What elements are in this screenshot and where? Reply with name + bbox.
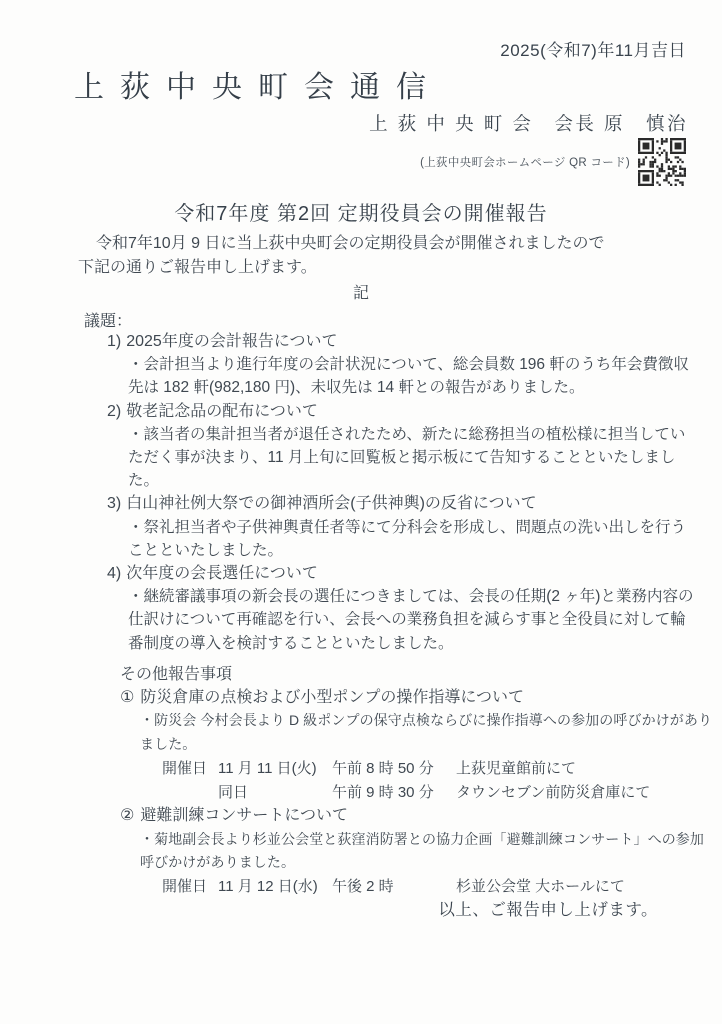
closing-line: 以上、ご報告申し上げます。 bbox=[438, 901, 658, 919]
issue-date: 2025(令和7)年11月吉日 bbox=[500, 41, 686, 60]
schedule-label bbox=[162, 781, 218, 805]
agenda-list bbox=[107, 330, 707, 655]
agenda-item-title-text: 敬老記念品の配布について bbox=[126, 402, 318, 420]
intro-line: 下記の通りご報告申し上げます。 bbox=[78, 259, 317, 276]
event-schedule bbox=[162, 757, 707, 805]
schedule-date: 11 月 11 日(火) bbox=[218, 759, 317, 777]
agenda-label: 議題： bbox=[84, 313, 133, 330]
qr-code-icon bbox=[638, 138, 686, 186]
schedule-row bbox=[162, 781, 707, 805]
agenda-item-number: 1) bbox=[107, 333, 122, 350]
schedule-row bbox=[162, 757, 707, 781]
agenda-item-title bbox=[107, 492, 707, 515]
schedule-label: 開催日 bbox=[162, 878, 208, 896]
agenda-item bbox=[107, 400, 707, 493]
agenda-item-title-text: 2025年度の会計報告について bbox=[126, 333, 338, 350]
other-report-title bbox=[120, 804, 707, 827]
schedule-place: タウンセブン前防災倉庫にて bbox=[456, 783, 651, 801]
other-report-number: ① bbox=[120, 689, 135, 707]
agenda-item bbox=[107, 330, 707, 400]
agenda-item-title bbox=[107, 330, 707, 353]
schedule-place: 上荻児童館前にて bbox=[456, 759, 577, 777]
schedule-date: 11 月 12 日(水) bbox=[218, 878, 318, 896]
schedule-place: 杉並公会堂 大ホールにて bbox=[456, 878, 625, 896]
org-chairman-line: 上 荻 中 央 町 会 会長 原 慎治 bbox=[369, 113, 688, 134]
agenda-item-title-text: 白山神社例大祭での御神酒所会(子供神輿)の反省について bbox=[126, 495, 537, 513]
other-report-item bbox=[120, 686, 713, 804]
intro-line: 令和7年10月 9 日に当上荻中央町会の定期役員会が開催されましたので bbox=[96, 235, 605, 252]
agenda-item-number: 2) bbox=[107, 402, 122, 420]
other-report-number: ② bbox=[120, 807, 135, 825]
other-report-details bbox=[140, 709, 716, 757]
agenda-detail-line: ・会計担当より進行年度の会計状況について、総会員数 196 軒のうち年会費徴収先は 182 軒(982,180 円)、未収先は 14 軒との報告がありました。 bbox=[128, 356, 689, 397]
agenda-item-details bbox=[128, 423, 694, 493]
other-detail-line: ・菊地副会長より杉並公会堂と荻窪消防署との協力企画「避難訓練コンサート」への参加呼びかけがありました。 bbox=[140, 830, 704, 871]
schedule-time: 午後 2 時 bbox=[332, 878, 394, 896]
other-report-title-text: 防災倉庫の点検および小型ポンプの操作指導について bbox=[140, 689, 525, 707]
newsletter-title: 上荻中央町会通信 bbox=[74, 71, 442, 104]
agenda-item-details bbox=[128, 353, 694, 399]
qr-section bbox=[420, 138, 686, 186]
agenda-item-title bbox=[107, 562, 707, 585]
other-report-details bbox=[140, 828, 716, 876]
agenda-detail-line: ・該当者の集計担当者が退任されたため、新たに総務担当の植松様に担当していただく事が決まり、11 月上旬に回覧板と掲示板にて告知することといたしました。 bbox=[128, 425, 686, 490]
report-heading: 令和7年度 第2回 定期役員会の開催報告 bbox=[174, 203, 548, 225]
agenda-item bbox=[107, 492, 707, 562]
report-body bbox=[107, 330, 713, 899]
other-report-item bbox=[120, 804, 707, 899]
other-reports-list bbox=[107, 686, 713, 899]
intro-paragraph bbox=[78, 232, 662, 280]
agenda-item-number: 4) bbox=[107, 565, 122, 583]
schedule-time: 午前 9 時 30 分 bbox=[332, 783, 434, 801]
agenda-item-title-text: 次年度の会長選任について bbox=[126, 565, 318, 583]
agenda-detail-line: ・継続審議事項の新会長の選任につきましては、会長の任期(2 ヶ年)と業務内容の仕訳けについて再確認を行い、会長への業務負担を減らす事と全役員に対して輪番制度の導入を検討することといたしました。 bbox=[128, 588, 694, 652]
other-reports-label: その他報告事項 bbox=[120, 665, 233, 683]
agenda-item-title bbox=[107, 400, 707, 423]
agenda-item-details bbox=[128, 585, 694, 655]
qr-caption: (上荻中央町会ホームページ QR コード) bbox=[420, 157, 630, 169]
schedule-time: 午前 8 時 50 分 bbox=[332, 759, 434, 777]
other-report-title-text: 避難訓練コンサートについて bbox=[140, 807, 349, 825]
schedule-label: 開催日 bbox=[162, 759, 208, 777]
agenda-item-number: 3) bbox=[107, 495, 122, 513]
agenda-item-details bbox=[128, 516, 694, 562]
other-report-title bbox=[120, 686, 707, 709]
schedule-date: 同日 bbox=[218, 783, 249, 801]
agenda-item bbox=[107, 562, 707, 655]
agenda-detail-line: ・祭礼担当者や子供神輿責任者等にて分科会を形成し、問題点の洗い出しを行うことといたしました。 bbox=[128, 518, 687, 559]
other-detail-line: ・防災会 今村会長より D 級ポンプの保守点検ならびに操作指導への参加の呼びかけがありました。 bbox=[140, 712, 713, 753]
record-mark: 記 bbox=[352, 285, 369, 302]
